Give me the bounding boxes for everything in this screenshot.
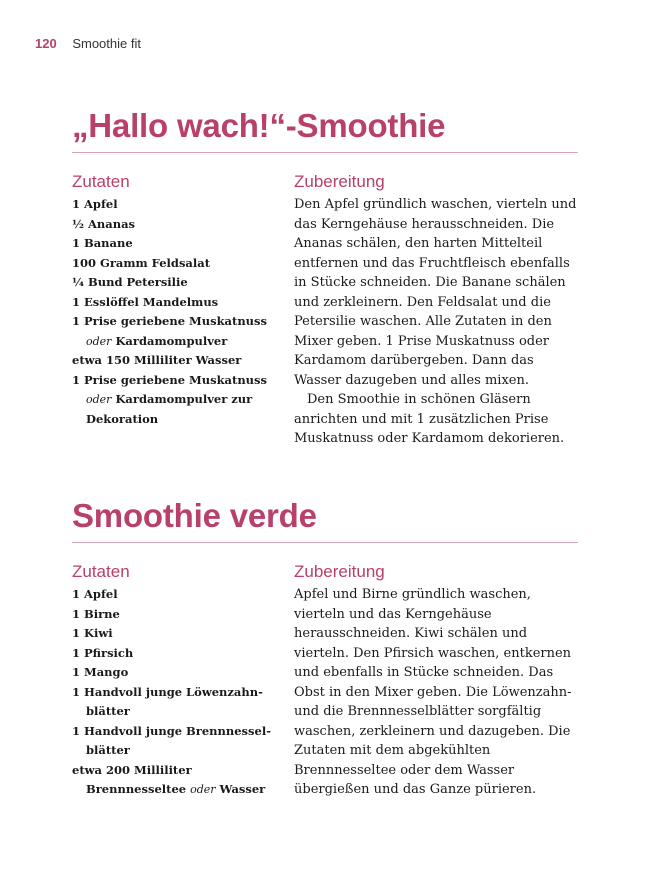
ingredient-text: ½ Ananas bbox=[72, 216, 136, 231]
ingredient-text: 1 Apfel bbox=[72, 587, 118, 601]
ingredient-text: 1 Esslöffel Mandelmus bbox=[72, 294, 219, 309]
ingredient-alternative-word: oder bbox=[86, 393, 112, 406]
preparation-text bbox=[294, 195, 578, 449]
recipe-hallo-wach bbox=[72, 106, 578, 449]
running-title: Smoothie fit bbox=[72, 36, 141, 51]
running-header bbox=[35, 36, 141, 51]
ingredient-text: 1 Handvoll junge Brennnesselblätter bbox=[72, 723, 271, 757]
ingredient-item bbox=[72, 761, 294, 800]
ingredient-alternative: Kardamompulver zur Dekoration bbox=[86, 392, 253, 426]
preparation-paragraph: Den Smoothie in schönen Gläsern anrichten und mit 1 zusätzlichen Prise Muskatnuss oder Kardamom dekorieren. bbox=[294, 392, 565, 446]
ingredient-item bbox=[72, 371, 294, 430]
recipe-title: „Hallo wach!“-Smoothie bbox=[72, 106, 578, 153]
ingredient-text: 1 Kiwi bbox=[72, 626, 113, 640]
ingredient-text: etwa 200 Milliliter Brennnesseltee bbox=[72, 762, 192, 796]
ingredient-alternative: Kardamompulver bbox=[111, 333, 228, 348]
ingredient-text: 1 Apfel bbox=[72, 197, 118, 211]
ingredients-list bbox=[72, 585, 294, 800]
preparation-heading: Zubereitung bbox=[294, 172, 385, 191]
ingredient-item bbox=[72, 605, 294, 625]
ingredient-item bbox=[72, 254, 294, 274]
ingredient-item bbox=[72, 683, 294, 722]
ingredient-item bbox=[72, 293, 294, 313]
ingredient-text: 1 Mango bbox=[72, 665, 129, 679]
recipe-title: Smoothie verde bbox=[72, 496, 578, 543]
preparation-paragraph: Den Apfel gründlich waschen, vierteln und das Kerngehäuse herausschneiden. Die Ananas schälen, den harten Mittelteil entfernen und das Fruchtfleisch ebenfalls in Stücke schneiden. Die Banane schälen und zerkleinern. Den Feldsalat und die Petersilie waschen. Alle Zutaten in den Mixer geben. 1 Prise Muskatnuss oder Kardamom darübergeben. Dann das Wasser dazugeben und alles mixen. bbox=[294, 197, 577, 388]
preparation-column bbox=[294, 561, 578, 800]
ingredient-text: 1 Pfirsich bbox=[72, 645, 134, 660]
ingredients-heading: Zutaten bbox=[72, 562, 130, 581]
ingredient-item bbox=[72, 312, 294, 351]
preparation-heading: Zubereitung bbox=[294, 562, 385, 581]
ingredient-text: etwa 150 Milliliter Wasser bbox=[72, 353, 242, 367]
ingredient-item bbox=[72, 195, 294, 215]
ingredients-heading: Zutaten bbox=[72, 172, 130, 191]
ingredient-text: ¼ Bund Petersilie bbox=[72, 275, 188, 289]
ingredients-list bbox=[72, 195, 294, 429]
ingredient-alternative: Wasser bbox=[215, 782, 266, 796]
ingredient-text: 1 Birne bbox=[72, 606, 120, 621]
ingredients-column bbox=[72, 171, 294, 449]
ingredient-text: 1 Handvoll junge Löwenzahnblätter bbox=[72, 684, 263, 718]
page-number: 120 bbox=[35, 36, 57, 51]
ingredient-item bbox=[72, 722, 294, 761]
ingredient-item bbox=[72, 273, 294, 293]
preparation-paragraph: Apfel und Birne gründlich waschen, vierteln und das Kerngehäuse herausschneiden. Kiwi schälen und vierteln. Den Pfirsich waschen, entkernen und ebenfalls in Stücke schneiden. Das Obst in den Mixer geben. Die Löwenzahn- und die Brennnesselblätter sorgfältig waschen, zerkleinern und dazugeben. Die Zutaten mit dem abgekühlten Brennnesseltee oder dem Wasser übergießen und das Ganze pürieren. bbox=[294, 587, 572, 797]
preparation-text bbox=[294, 585, 578, 800]
ingredient-item bbox=[72, 215, 294, 235]
ingredients-column bbox=[72, 561, 294, 800]
ingredient-item bbox=[72, 351, 294, 371]
ingredient-item bbox=[72, 663, 294, 683]
ingredient-item bbox=[72, 234, 294, 254]
ingredient-alternative-word: oder bbox=[86, 334, 112, 348]
ingredient-item bbox=[72, 624, 294, 644]
ingredient-text: 1 Prise geriebene Muskatnuss bbox=[72, 314, 267, 328]
preparation-column bbox=[294, 171, 578, 449]
ingredient-item bbox=[72, 585, 294, 605]
ingredient-text: 100 Gramm Feldsalat bbox=[72, 255, 210, 270]
ingredient-text: 1 Banane bbox=[72, 236, 133, 250]
ingredient-text: 1 Prise geriebene Muskatnuss bbox=[72, 372, 267, 387]
ingredient-item bbox=[72, 644, 294, 664]
recipe-smoothie-verde bbox=[72, 496, 578, 800]
ingredient-alternative-word: oder bbox=[190, 783, 216, 796]
